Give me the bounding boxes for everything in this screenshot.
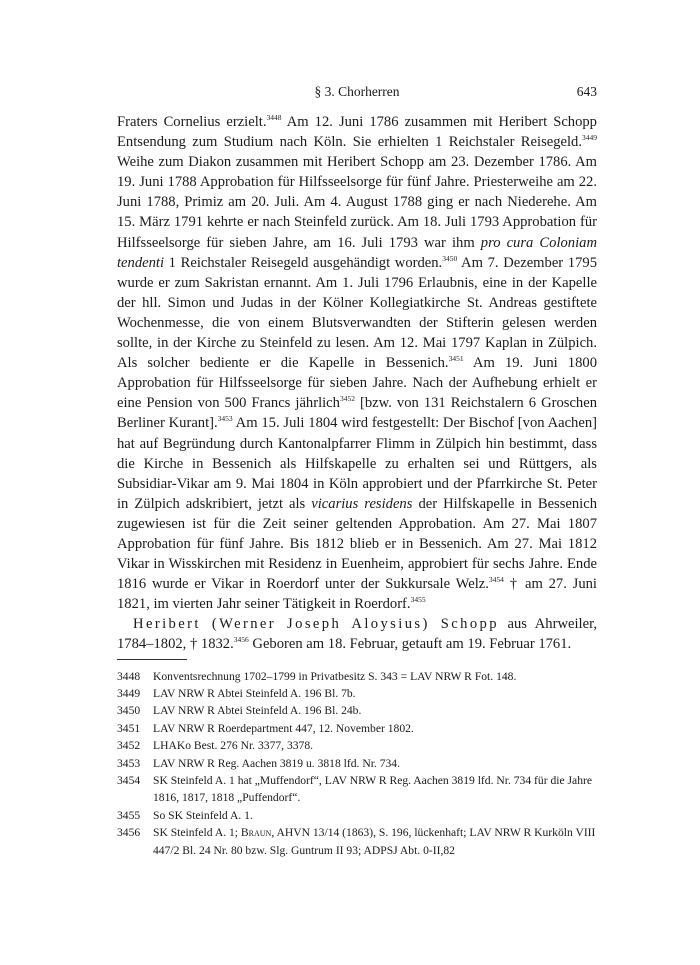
- page: [117, 78, 597, 859]
- footnote-number: 3449: [117, 686, 141, 700]
- footnote-text: LAV NRW R Roerdepartment 447, 12. November 1802.: [153, 721, 414, 735]
- text-run: Am 12. Juni 1786 zusammen mit Heribert Schopp Entsendung zum Studium nach Köln. Sie erhielten 1 Reichstaler Reisegeld.: [117, 114, 597, 151]
- footnote: [117, 720, 597, 737]
- footnote-number: 3453: [117, 756, 141, 770]
- paragraph-cornelius: [117, 112, 597, 614]
- footnote-number: 3455: [117, 808, 141, 822]
- footnote-text: [153, 824, 597, 859]
- footnote-number: 3450: [117, 704, 141, 718]
- page-number: 643: [576, 84, 597, 99]
- footnote-ref[interactable]: 3452: [339, 394, 355, 404]
- footnote-text: SK Steinfeld A. 1 hat „Muffendorf“, LAV NRW R Reg. Aachen 3819 lfd. Nr. 734 für die Jahre 1816, 1817, 1818 „Puffendorf“.: [153, 773, 592, 805]
- text-run: Fraters Cornelius erzielt.: [117, 114, 267, 130]
- footnote-ref[interactable]: 3448: [266, 113, 282, 122]
- text-run: SK Steinfeld A. 1;: [153, 826, 241, 840]
- text-run: Am 15. Juli 1804 wird festgestellt: Der Bischof [von Aachen] hat auf Begründung durch Kantonalpfarrer Flimm in Zülpich hin bestimmt, dass die Kirche in Bessenich als Hilfskapelle zu erhalten sei und Rüttgers, als Subsidiar-Vikar am 9. Mai 1804 in Köln approbiert und der Pfarrkirche St. Peter in Zülpich adskribiert, jetzt als: [117, 415, 597, 512]
- text-run: der Hilfskapelle in Bessenich zugewiesen ist für die Zeit seiner geltenden Approbation. Am 27. Mai 1807 Approbation für fünf Jahre. Bis 1812 blieb er in Bessenich. Am 27. Mai 1812 Vikar in Wisskirchen mit Residenz in Euenheim, approbiert für sechs Jahre. Ende 1816 wurde er Vikar in Roerdorf unter der Sukkursale Welz.: [117, 495, 598, 593]
- footnote-ref[interactable]: 3449: [582, 133, 597, 143]
- footnote-text: LAV NRW R Reg. Aachen 3819 u. 3818 lfd. Nr. 734.: [153, 756, 401, 770]
- text-run: Weihe zum Diakon zusammen mit Heribert Schopp am 23. Dezember 1786. Am 19. Juni 1788 Approbation für Hilfsseelsorge für fünf Jahre. Priesterweihe am 22. Juni 1788, Primiz am 20. Juli. Am 4. August 1788 ging er nach Niederehe. Am 15. März 1791 kehrte er nach Steinfeld zurück. Am 18. Juli 1793 Approbation für Hilfsseelsorge für sieben Jahre, am 16. Juli 1793 war ihm: [117, 154, 597, 251]
- text-run: aus Ahrweiler, 1784–1802, † 1832.: [117, 616, 597, 653]
- footnote: [117, 685, 597, 702]
- text-run: [bzw. von 131 Reichstalern 6 Groschen Berliner Kurant].: [117, 395, 597, 432]
- paragraph-schopp: [117, 614, 597, 654]
- footnote-text: Konventsrechnung 1702–1799 in Privatbesitz S. 343 = LAV NRW R Fot. 148.: [153, 669, 517, 683]
- footnote-ref[interactable]: 3454: [488, 575, 504, 585]
- text-run: 1 Reichstaler Reisegeld ausgehändigt worden.: [164, 254, 443, 271]
- body-text: [117, 112, 597, 655]
- footnote: [117, 668, 597, 685]
- footnote-number: 3451: [117, 721, 141, 735]
- text-run: Am 7. Dezember 1795 wurde er zum Sakristan ernannt. Am 1. Juli 1796 Erlaubnis, eine in der Kapelle der hll. Simon und Judas in der Kölner Kollegiatkirche St. Andreas gestiftete Wochenmesse, die von einem Blutsverwandten der Stifterin gelesen werden sollte, in der Kirche zu Steinfeld zu lesen. Am 12. Mai 1797 Kaplan in Zülpich. Als solcher bediente er die Kapelle in Bessenich.: [117, 254, 597, 372]
- footnote-number: 3448: [117, 669, 141, 683]
- text-run: † am 27. Juni 1821, im vierten Jahr seiner Tätigkeit in Roerdorf.: [117, 576, 597, 613]
- footnote: [117, 772, 597, 807]
- footnote-ref[interactable]: 3455: [410, 595, 426, 605]
- text-run: Am 19. Juni 1800 Approbation für Hilfsseelsorge für sieben Jahre. Nach der Aufhebung erhielt er eine Pension von 500 Francs jährlich: [117, 355, 597, 412]
- footnote-text: LAV NRW R Abtei Steinfeld A. 196 Bl. 7b.: [153, 686, 356, 700]
- latin-phrase: pro cura Coloniam tendenti: [117, 234, 597, 271]
- latin-phrase: vicarius residens: [311, 495, 413, 512]
- footnote: [117, 755, 597, 772]
- author-name: Braun: [240, 826, 272, 840]
- text-run: , AHVN 13/14 (1863), S. 196, lückenhaft; LAV NRW R Kurköln VIII 447/2 Bl. 24 Nr. 80 bzw. Slg. Guntrum II 93; ADPSJ Abt. 0-II,82: [153, 826, 596, 857]
- footnote-ref[interactable]: 3453: [217, 414, 233, 424]
- footnote: [117, 824, 597, 859]
- footnote-ref[interactable]: 3456: [233, 635, 249, 645]
- footnote-number: 3452: [117, 739, 141, 753]
- person-name: Heribert (Werner Joseph Aloysius) Schopp: [133, 616, 499, 633]
- footnote-ref[interactable]: 3450: [442, 253, 458, 263]
- section-title: § 3. Chorherren: [314, 84, 400, 99]
- footnote: [117, 737, 597, 754]
- footnote-text: LHAKo Best. 276 Nr. 3377, 3378.: [153, 739, 314, 753]
- footnote-ref[interactable]: 3451: [448, 354, 464, 364]
- footnote-number: 3454: [117, 773, 141, 787]
- footnote-text: LAV NRW R Abtei Steinfeld A. 196 Bl. 24b.: [153, 704, 362, 718]
- footnote-text: So SK Steinfeld A. 1.: [153, 808, 253, 822]
- footnote-number: 3456: [117, 826, 141, 840]
- footnote-divider: [117, 659, 187, 660]
- footnote: [117, 702, 597, 719]
- footnotes: [117, 668, 597, 859]
- running-header: [117, 78, 597, 102]
- footnote: [117, 807, 597, 824]
- text-run: Geboren am 18. Februar, getauft am 19. Februar 1761.: [248, 636, 572, 653]
